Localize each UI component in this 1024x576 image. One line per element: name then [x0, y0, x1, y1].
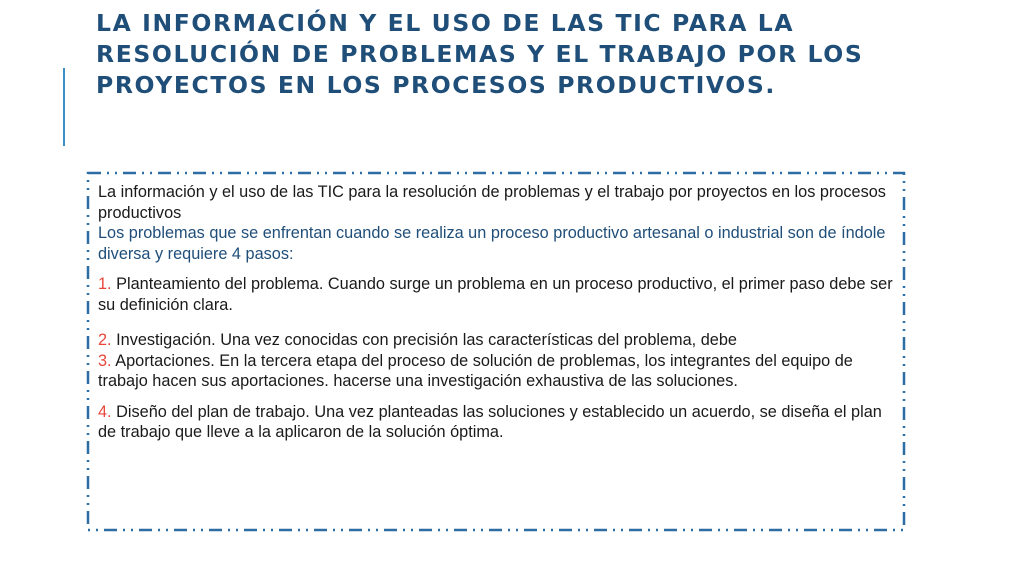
- step-text: Investigación. Una vez conocidas con precisión las características del problema, debe: [111, 331, 737, 349]
- step-text: Planteamiento del problema. Cuando surge un problema en un proceso productivo, el primer paso debe ser su definición clara.: [98, 275, 893, 314]
- accent-bar: [63, 68, 65, 146]
- step-text: Diseño del plan de trabajo. Una vez planteadas las soluciones y establecido un acuerdo, se diseña el plan de trabajo que lleve a la aplicaron de la solución óptima.: [98, 402, 882, 441]
- intro-paragraph: Los problemas que se enfrentan cuando se realiza un proceso productivo artesanal o industrial son de índole diversa y requiere 4 pasos:: [98, 224, 886, 263]
- step-number: 1.: [98, 275, 112, 293]
- step-2: [98, 330, 898, 351]
- step-number: 4.: [98, 402, 112, 421]
- step-text: Aportaciones. En la tercera etapa del proceso de solución de problemas, los integrantes del equipo de trabajo hacen sus aportaciones. hacerse una investigación exhaustiva de las soluciones.: [98, 351, 853, 390]
- content-box: [86, 171, 906, 532]
- content-heading: La información y el uso de las TIC para la resolución de problemas y el trabajo por proyectos en los procesos productivos: [98, 183, 886, 222]
- step-number: 3.: [98, 351, 112, 370]
- step-number: 2.: [98, 331, 112, 349]
- content-text: [98, 182, 898, 443]
- step-1: [98, 274, 898, 315]
- slide-title: LA INFORMACIÓN Y EL USO DE LAS TIC PARA LA RESOLUCIÓN DE PROBLEMAS Y EL TRABAJO POR LOS PROYECTOS EN LOS PROCESOS PRODUCTIVOS.: [96, 9, 864, 99]
- step-3: [98, 351, 898, 392]
- step-4: [98, 402, 898, 443]
